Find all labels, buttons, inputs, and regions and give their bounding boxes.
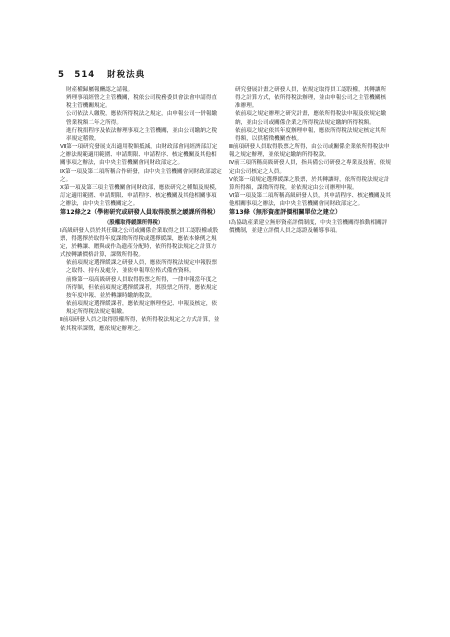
paragraph: 進行稅捐程序及依法辦理事項之主管機關，並由公司繳納之稅率規定稽徵。 bbox=[66, 127, 218, 142]
left-column bbox=[60, 86, 222, 333]
article-heading: 第12條之2（學術研究或研發人員取得股票之緩課所得稅） bbox=[60, 209, 219, 217]
paragraph: 前條第一項高級研發人員取得股票之所得，一律申報當年度之所得額，但依前項規定選擇緩課者，其股票之所得，應依規定按年度申報、並於轉讓時繳納稅款。 bbox=[66, 276, 218, 299]
paragraph: 財產權歸屬報酬認之請報。 bbox=[66, 87, 134, 93]
page-number: 5 514 bbox=[58, 70, 96, 80]
right-column bbox=[229, 86, 391, 235]
paragraph: （股權取得緩課所得稅） bbox=[104, 219, 164, 226]
paragraph: 依前項之規定辦理之研究計畫，應依所得稅法申報及依規定繳納，並由公司或關係企業之所得稅法規定繳納所得稅額。 bbox=[235, 111, 387, 126]
paragraph: 研究發展計畫之研發人員，依規定取得員工認股權，其轉讓所得之計算方式，依所得稅法辦理，並由申報公司之主管機關核准辦理。 bbox=[235, 87, 387, 110]
section-title: 財稅法典 bbox=[107, 70, 146, 80]
paragraph: Ⅸ第一項及第二項所稱合作研發，由中央主管機關會同財政部認定之。 bbox=[60, 168, 222, 183]
paragraph: 公司依法人繳稅，應依所得稅法之規定，由申報公司一併報繳營業稅額二年之所得。 bbox=[66, 111, 218, 126]
paragraph: Ⅱ前項研發人員之取得股權所得，依所得稅法規定之方式計算，並依其稅率課徵，應依規定辦理之。 bbox=[60, 317, 220, 332]
paragraph: 辨理事項經營之主管機關，稅依公司稅務委員會法會申請得直稅主管機關規定。 bbox=[66, 95, 218, 110]
paragraph: Ⅲ前項研發人員取得股票之所得，由公司或關係企業依所得稅法申報之規定辦理，並依規定繳納所得稅款。 bbox=[229, 144, 390, 159]
paragraph: Ⅹ第一項及第三項主管機關會同財政部，應依研究之種類及規模，訂定適用範圍、申請期限、申請程序、核定機關及其他相關事項之辦法，由中央主管機關定之。 bbox=[60, 184, 221, 208]
paragraph: Ⅵ第一項及第二項所稱高級研發人員，其申請程序、核定機關及其他相關事項之辦法，由中央主管機關會同財政部定之。 bbox=[229, 193, 391, 208]
paragraph: Ⅶ第一項研究發展支出適用稅額抵減，由財政部會同經濟部訂定之辦法規範適用範圍、申請期限、申請程序、核定機關及其他相關事項之辦法，由中央主管機關會同財政部定之。 bbox=[60, 144, 218, 167]
page-header bbox=[58, 68, 145, 80]
paragraph: Ⅰ高級研發人員於其任職之公司或關係企業取得之員工認股權或股票，得選擇於取得年度課徵所得稅或選擇緩課，應依本條例之規定，於轉讓、贈與或作為遺產分配時，依所得稅法規定之計算方式按轉讓價格計算，課徵所得稅。 bbox=[60, 227, 219, 259]
paragraph: Ⅴ依第一項規定選擇緩課之股票，於其轉讓時，依所得稅法規定計算所得額，課徵所得稅，並依規定由公司辦理申報。 bbox=[229, 176, 390, 191]
paragraph: 依前項規定選擇緩課之研發人員，應依所得稅法規定申報股票之取得、持有及處分，並依申報單位格式備查資料。 bbox=[66, 260, 218, 275]
paragraph: 依前項規定選擇緩課者，應依規定辦理登記、申報及核定，依規定所得稅法規定報繳。 bbox=[66, 301, 218, 316]
paragraph: Ⅳ前三項所稱高級研發人員，指具備公司研發之專業及技術，依規定由公司核定之人員。 bbox=[229, 160, 391, 175]
paragraph: 依前項之規定依其年度辦理申報，應依所得稅法規定核定其所得額，以供稽徵機關查核。 bbox=[235, 127, 387, 142]
article-heading: 第13條（無形資產評價相關單位之建立） bbox=[229, 209, 342, 217]
paragraph: Ⅰ為協助產業建立無形資產評價制度，中央主管機關得推動相關評價機制，並建立評價人員之認證及輔導事項。 bbox=[229, 219, 388, 234]
